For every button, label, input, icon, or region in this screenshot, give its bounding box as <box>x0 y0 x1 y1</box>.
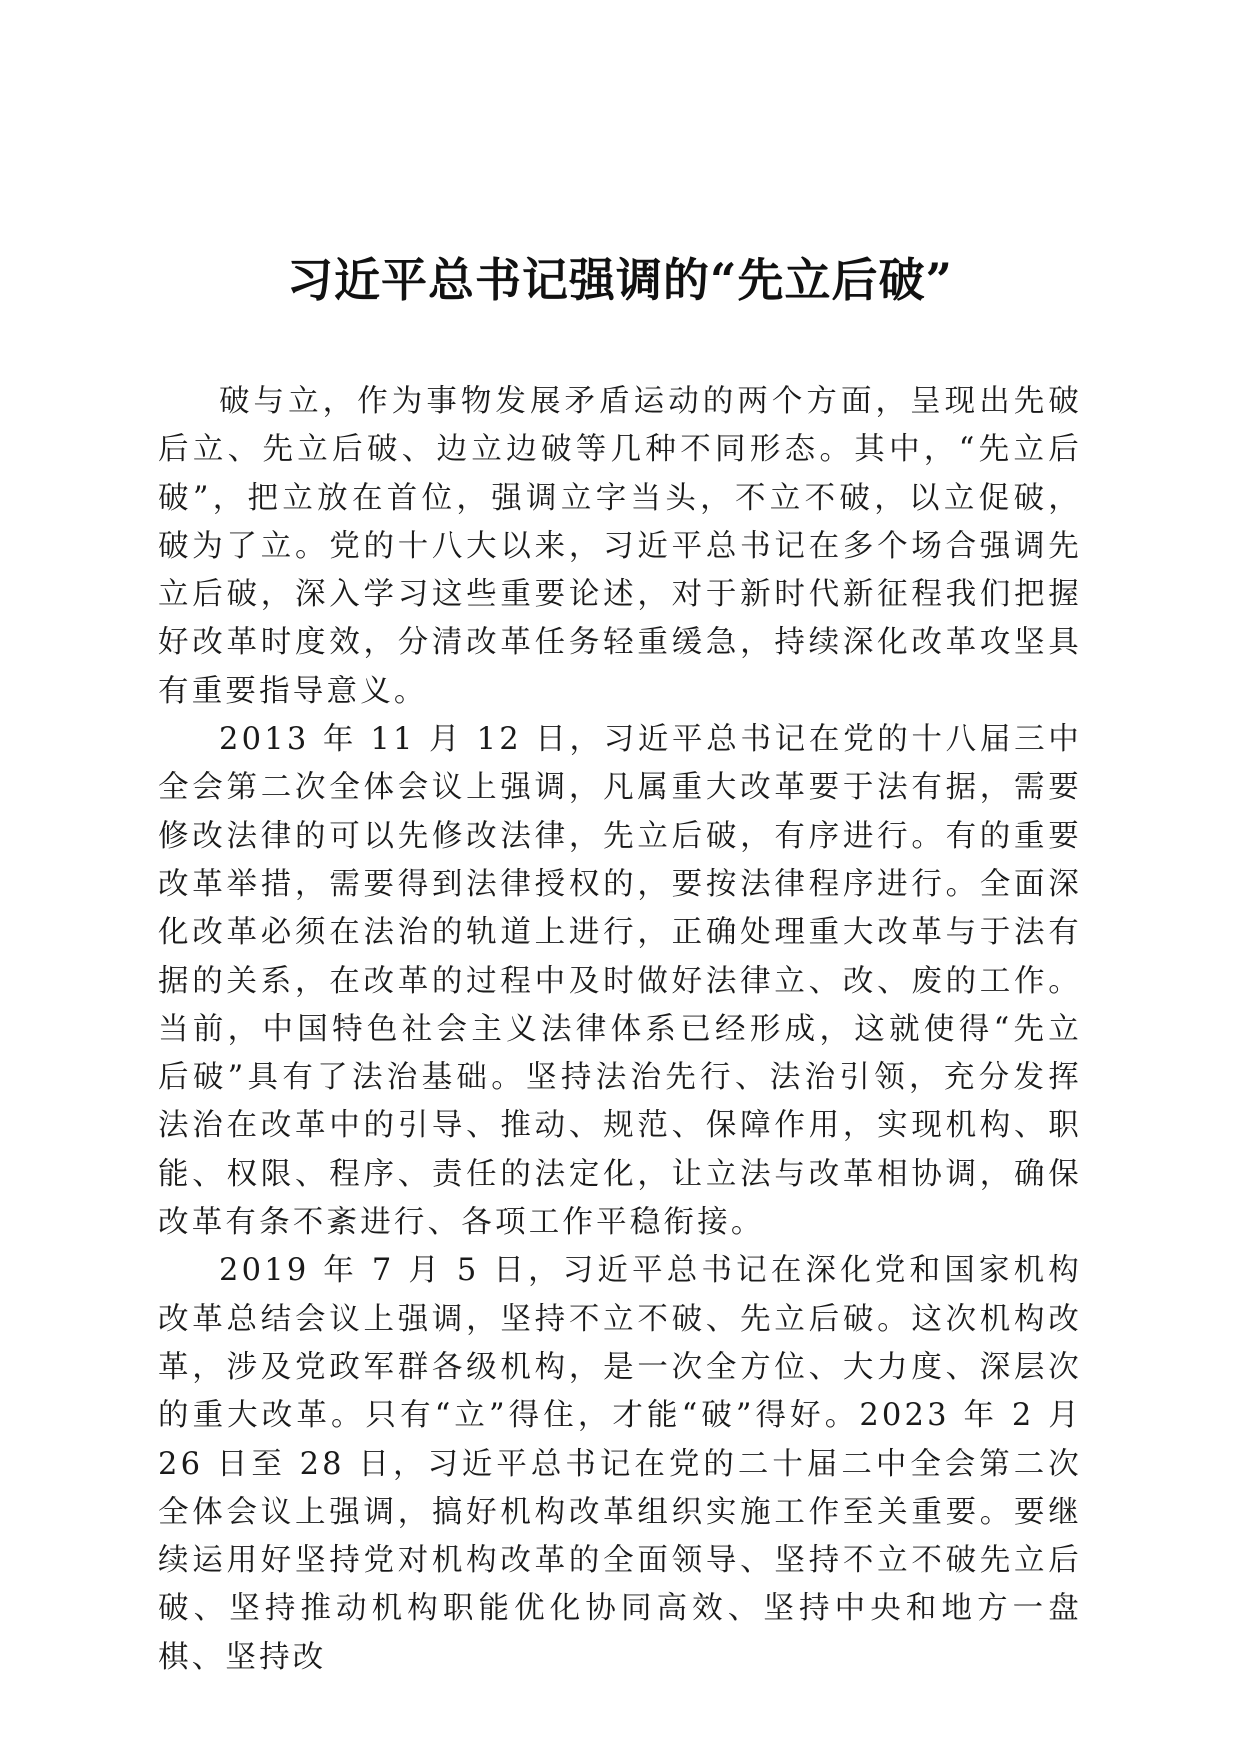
document-title: 习近平总书记强调的“先立后破” <box>287 253 953 307</box>
paragraph-1: 破与立，作为事物发展矛盾运动的两个方面，呈现出先破后立、先立后破、边立边破等几种不同形态。其中，“先立后破”，把立放在首位，强调立字当头，不立不破，以立促破，破为了立。党的十八大以来，习近平总书记在多个场合强调先立后破，深入学习这些重要论述，对于新时代新征程我们把握好改革时度效，分清改革任务轻重缓急，持续深化改革攻坚具有重要指导意义。 <box>158 384 1082 709</box>
paragraph-2: 2013 年 11 月 12 日，习近平总书记在党的十八届三中全会第二次全体会议上强调，凡属重大改革要于法有据，需要修改法律的可以先修改法律，先立后破，有序进行。有的重要改革举措，需要得到法律授权的，要按法律程序进行。全面深化改革必须在法治的轨道上进行，正确处理重大改革与于法有据的关系，在改革的过程中及时做好法律立、改、废的工作。当前，中国特色社会主义法律体系已经形成，这就使得“先立后破”具有了法治基础。坚持法治先行、法治引领，充分发挥法治在改革中的引导、推动、规范、保障作用，实现机构、职能、权限、程序、责任的法定化，让立法与改革相协调，确保改革有条不紊进行、各项工作平稳衔接。 <box>158 722 1082 1241</box>
document-body <box>158 378 1082 1682</box>
paragraph-3: 2019 年 7 月 5 日，习近平总书记在深化党和国家机构改革总结会议上强调，坚持不立不破、先立后破。这次机构改革，涉及党政军群各级机构，是一次全方位、大力度、深层次的重大改革。只有“立”得住，才能“破”得好。2023 年 2 月 26 日至 28 日，习近平总书记在党的二十届二中全会第二次全体会议上强调，搞好机构改革组织实施工作至关重要。要继续运用好坚持党对机构改革的全面领导、坚持不立不破先立后破、坚持推动机构职能优化协同高效、坚持中央和地方一盘棋、坚持改 <box>158 1253 1082 1675</box>
